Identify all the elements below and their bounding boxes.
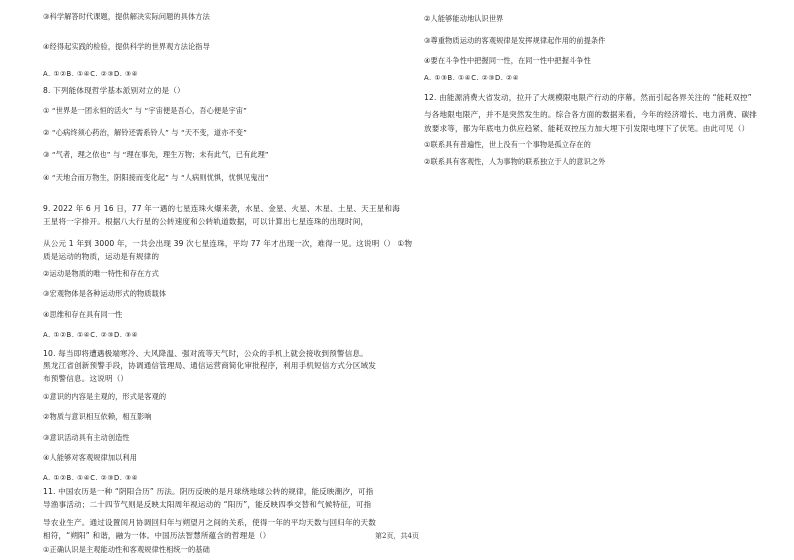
q9-option-4: ④思维和存在具有同一性 — [43, 310, 123, 319]
q10-option-4: ④人能够对客观规律加以利用 — [43, 453, 137, 462]
q11-answers: A. ①③B. ①④C. ②③D. ②④ — [424, 74, 520, 82]
q9-stem-line-4: 质是运动的物质，运动是有规律的 — [43, 252, 160, 261]
q12-stem-line-1: 12. 由能源消费大省发动，拉开了大规模限电限产行动的序幕。然而引起各界关注的 “能耗双控” — [424, 93, 752, 102]
q11-option-4: ④要在斗争性中把握同一性，在同一性中把握斗争性 — [424, 56, 591, 65]
page-number-footer: 第2页，共4页 — [375, 532, 419, 540]
q9-option-2: ②运动是物质的唯一特性和存在方式 — [43, 269, 159, 278]
q11-stem-line-2: 导渔事活动；二十四节气则是反映太阳周年视运动的 “阳历”，能反映四季交替和气候特征，可指 — [43, 500, 372, 509]
q11-stem-line-4: 相符，“朔阳” 和谐，融为一体。中国历法智慧所蕴含的哲理是（） — [43, 531, 271, 540]
q10-stem-line-1: 10. 每当即将遭遇极端寒冷、大风降温、强对流等天气时，公众的手机上就会接收到预警信息。 — [43, 349, 368, 358]
q8-option-4: ④ “天地合而万物生，阴阳接而变化起” 与 “人病则忧惧，忧惧见鬼出” — [43, 173, 269, 182]
q10-stem-line-3: 布预警信息。这说明（） — [43, 374, 129, 383]
q10-stem-line-2: 黑龙江省创新预警手段，协调通信管理局、通信运营商简化审批程序，利用手机短信方式分区域发 — [43, 361, 376, 370]
q7-option-4: ④经得起实践的检验，提供科学的世界观方法论指导 — [43, 42, 210, 51]
q11-option-1: ①正确认识是主观能动性和客观规律性相统一的基础 — [43, 545, 210, 554]
q11-option-2: ②人能够能动地认识世界 — [424, 14, 504, 23]
q10-option-1: ①意识的内容是主观的，形式是客观的 — [43, 392, 167, 401]
q9-stem-line-1: 9. 2022 年 6 月 16 日，77 年一遇的七星连珠火爆来袭，水星、金星、火星、木星、土星、天王星和海 — [43, 204, 400, 213]
q12-option-2: ②联系具有客观性，人为事物的联系独立于人的意识之外 — [424, 157, 606, 166]
q12-option-1: ①联系具有普遍性，世上没有一个事物是孤立存在的 — [424, 140, 591, 149]
q8-option-1: ① “世界是一团永恒的活火” 与 “宇宙便是吾心，吾心便是宇宙” — [43, 106, 247, 115]
q12-stem-line-3: 放要求等，都为年底电力供应趋紧、能耗双控压力加大埋下引发限电埋下了伏笔。由此可见（） — [424, 124, 750, 133]
q9-stem-line-2: 王星将一字排开。根据八大行星的公转速度和公转轨道数据，可以计算出七星连珠的出现时间， — [43, 217, 369, 226]
q11-stem-line-1: 11. 中国农历是一种 “阴阳合历” 历法。阴历反映的是月球绕地球公转的规律，能反映潮汐，可指 — [43, 487, 374, 496]
q8-option-2: ② “心病终须心药治，解铃还需系铃人” 与 “天不变，道亦不变” — [43, 128, 247, 137]
q7-option-3: ③科学解答时代课题，提供解决实际问题的具体方法 — [43, 12, 210, 21]
q9-stem-line-3: 从公元 1 年到 3000 年，一共会出现 39 次七星连珠，平均 77 年才出现一次，难得一见。这说明（） ①物 — [43, 239, 413, 248]
q12-stem-line-2: 与各地限电限产，并不是突然发生的。综合各方面的数据来看，今年的经济增长、电力消费、碳排 — [424, 110, 757, 119]
q7-answers: A. ①②B. ①④C. ②③D. ③④ — [43, 70, 139, 78]
q11-stem-line-3: 导农业生产。通过设置闰月协调回归年与朔望月之间的关系，使得一年的平均天数与回归年的天数 — [43, 518, 376, 527]
q8-option-3: ③ “气者，理之依也” 与 “理在事先，理生万物；未有此气，已有此理” — [43, 150, 269, 159]
q11-option-3: ③尊重物质运动的客观规律是发挥规律起作用的前提条件 — [424, 36, 606, 45]
q9-answers: A. ①②B. ①④C. ②③D. ③④ — [43, 331, 139, 339]
q9-option-3: ③宏观物体是各种运动形式的物质载体 — [43, 289, 167, 298]
q10-option-3: ③意识活动具有主动创造性 — [43, 433, 130, 442]
q10-option-2: ②物质与意识相互依赖，相互影响 — [43, 412, 152, 421]
q8-stem: 8. 下列能体现哲学基本派别对立的是（） — [43, 86, 185, 95]
q10-answers: A. ①②B. ①④C. ②③D. ③④ — [43, 474, 139, 482]
